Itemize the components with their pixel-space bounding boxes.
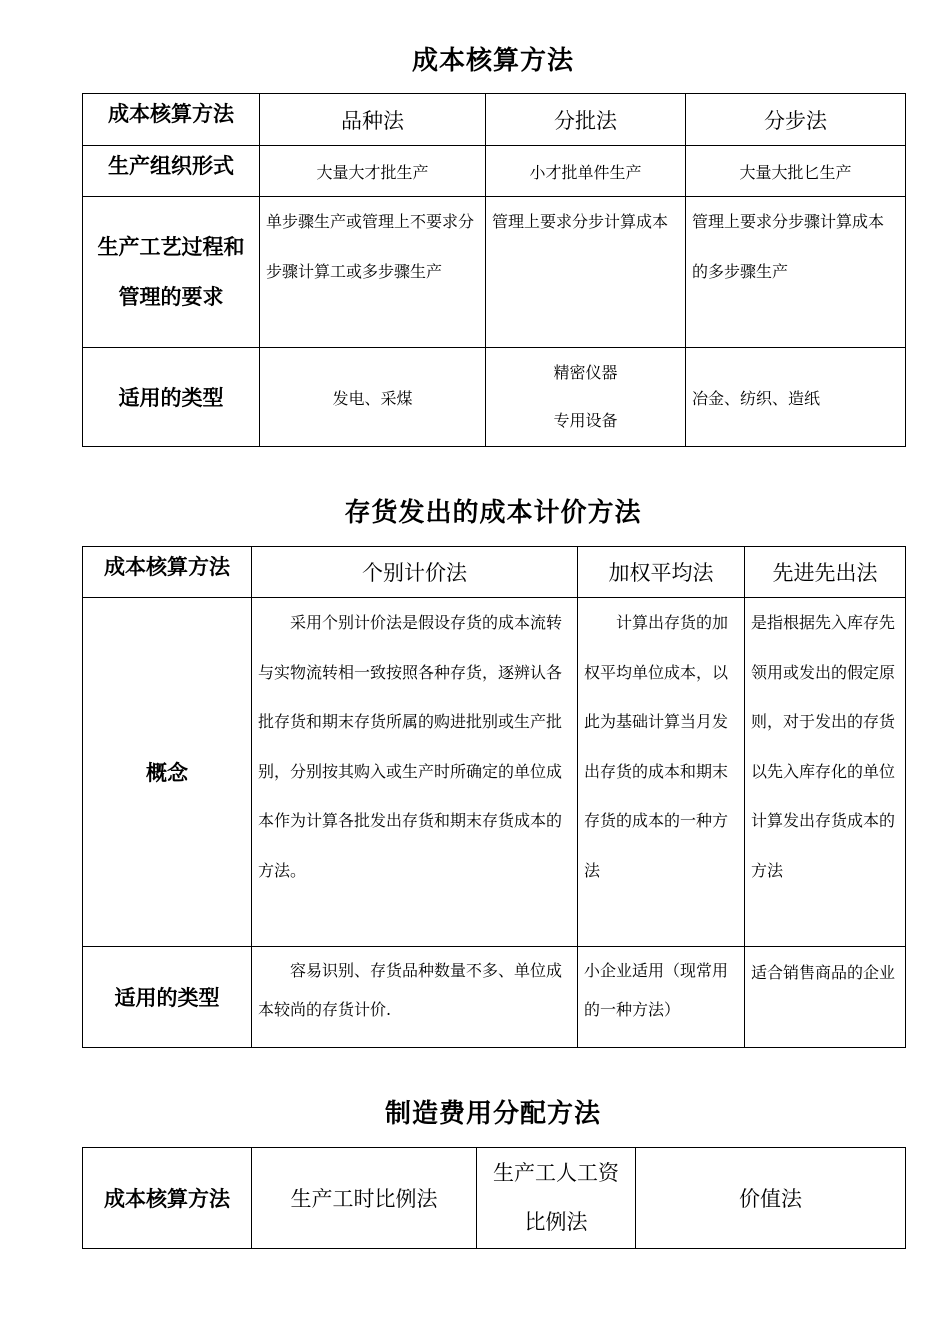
row-label-concept: 概念 <box>83 598 252 947</box>
table-row <box>83 598 906 947</box>
cell-process-fenbu: 管理上要求分步骤计算成本的多步骤生产 <box>686 197 906 348</box>
cell-applicable2-specific: 容易识别、存货品种数量不多、单位成本较尚的存货计价. <box>252 947 578 1048</box>
table1-col-pinzhong: 品种法 <box>260 94 486 146</box>
row-label-applicable: 适用的类型 <box>83 348 260 447</box>
row-label-organization: 生产组织形式 <box>83 146 260 197</box>
table-row <box>83 146 906 197</box>
cell-process-pinzhong: 单步骤生产或管理上不要求分步骤计算工或多步骤生产 <box>260 197 486 348</box>
table1-header-label: 成本核算方法 <box>83 94 260 146</box>
cell-concept-specific: 采用个别计价法是假设存货的成本流转与实物流转相一致按照各种存货，逐辨认各批存货和期末存货所属的购进批别或生产批别，分别按其购入或生产时所确定的单位成本作为计算各批发出存货和期末存货成本的方法。 <box>252 598 578 947</box>
table1-col-fenbu: 分步法 <box>686 94 906 146</box>
cell-organization-fenbu: 大量大批匕生产 <box>686 146 906 197</box>
table2-header-row <box>83 547 906 598</box>
table-row <box>83 947 906 1048</box>
table2-col-weighted: 加权平均法 <box>578 547 745 598</box>
cell-applicable-pinzhong: 发电、采煤 <box>260 348 486 447</box>
table2-header-label: 成本核算方法 <box>83 547 252 598</box>
row-label-process-line1: 生产工艺过程和 <box>97 235 245 259</box>
cell-concept-fifo: 是指根据先入库存先领用或发出的假定原则，对于发出的存货以先入库存化的单位计算发出存货成本的方法 <box>745 598 906 947</box>
row-label-process-line2: 管理的要求 <box>118 285 224 309</box>
table-row <box>83 197 906 348</box>
table-row <box>83 348 906 447</box>
table2-col-fifo: 先进先出法 <box>745 547 906 598</box>
cell-applicable-fenbu: 冶金、纺织、造纸 <box>686 348 906 447</box>
section1-title: 成本核算方法 <box>411 46 574 76</box>
table3-header-label: 成本核算方法 <box>83 1148 252 1249</box>
table2-col-specific: 个别计价法 <box>252 547 578 598</box>
cell-concept-weighted: 计算出存货的加权平均单位成本，以此为基础计算当月发出存货的成本和期末存货的成本的一种方法 <box>578 598 745 947</box>
table3-col-value: 价值法 <box>636 1148 906 1249</box>
table3-col-wages: 生产工人工资比例法 <box>477 1148 636 1249</box>
inventory-costing-table <box>82 546 906 1048</box>
table3-header-row <box>83 1148 906 1249</box>
table1-header-row <box>83 94 906 146</box>
section2-title: 存货发出的成本计价方法 <box>344 498 642 528</box>
table3-col-labor-hours: 生产工时比例法 <box>252 1148 477 1249</box>
cell-applicable-fenpi <box>486 348 686 447</box>
overhead-allocation-table <box>82 1147 906 1249</box>
cell-applicable2-fifo: 适合销售商品的企业 <box>745 947 906 1048</box>
cell-organization-fenpi: 小才批单件生产 <box>486 146 686 197</box>
cell-applicable-fenpi-line2: 专用设备 <box>553 411 618 430</box>
cell-process-fenpi: 管理上要求分步计算成本 <box>486 197 686 348</box>
cell-applicable-fenpi-line1: 精密仪器 <box>553 363 618 382</box>
table1-col-fenpi: 分批法 <box>486 94 686 146</box>
section3-title: 制造费用分配方法 <box>384 1099 601 1129</box>
row-label-applicable2: 适用的类型 <box>83 947 252 1048</box>
cell-organization-pinzhong: 大量大才批生产 <box>260 146 486 197</box>
row-label-process <box>83 197 260 348</box>
cost-accounting-table <box>82 93 906 447</box>
cell-applicable2-weighted: 小企业适用（现常用的一种方法） <box>578 947 745 1048</box>
